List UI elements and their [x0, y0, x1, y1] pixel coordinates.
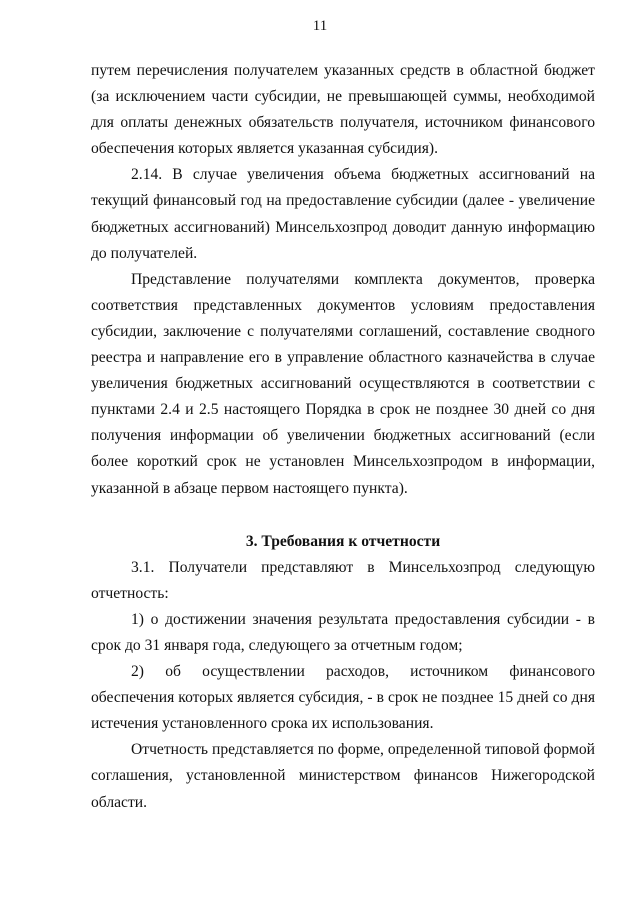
paragraph-report-form: Отчетность представляется по форме, определенной типовой формой соглашения, установленной министерством финансов Нижегородской области. — [91, 741, 595, 811]
page-number: 11 — [312, 18, 328, 34]
paragraph-2-14: 2.14. В случае увеличения объема бюджетных ассигнований на текущий финансовый год на предоставление субсидии (далее - увеличение бюджетных ассигнований) Минсельхозпрод доводит данную информацию до получателей. — [91, 166, 595, 262]
paragraph-item-1: 1) о достижении значения результата предоставления субсидии - в срок до 31 января года, следующего за отчетным годом; — [91, 610, 595, 654]
section-heading: 3. Требования к отчетности — [245, 532, 441, 550]
paragraph-continuation: путем перечисления получателем указанных средств в областной бюджет (за исключением части субсидии, не превышающей суммы, необходимой для оплаты денежных обязательств получателя, источником финансового обеспечения которых является указанная субсидия). — [91, 62, 595, 158]
document-body — [91, 58, 595, 816]
paragraph-documents-presentation: Представление получателями комплекта документов, проверка соответствия представленных документов условиям предоставления субсидии, заключение с получателями соглашений, составление сводного реестра и направление его в управление областного казначейства в случае увеличения бюджетных ассигнований осуществляются в соответствии с пунктами 2.4 и 2.5 настоящего Порядка в срок не позднее 30 дней со дня получения информации об увеличении бюджетных ассигнований (если более короткий срок не установлен Минсельхозпродом в информации, указанной в абзаце первом настоящего пункта). — [91, 270, 595, 497]
paragraph-item-2: 2) об осуществлении расходов, источником финансового обеспечения которых является субсидия, - в срок не позднее 15 дней со дня истечения установленного срока их использования. — [91, 663, 595, 733]
paragraph-3-1: 3.1. Получатели представляют в Минсельхозпрод следующую отчетность: — [91, 558, 595, 602]
